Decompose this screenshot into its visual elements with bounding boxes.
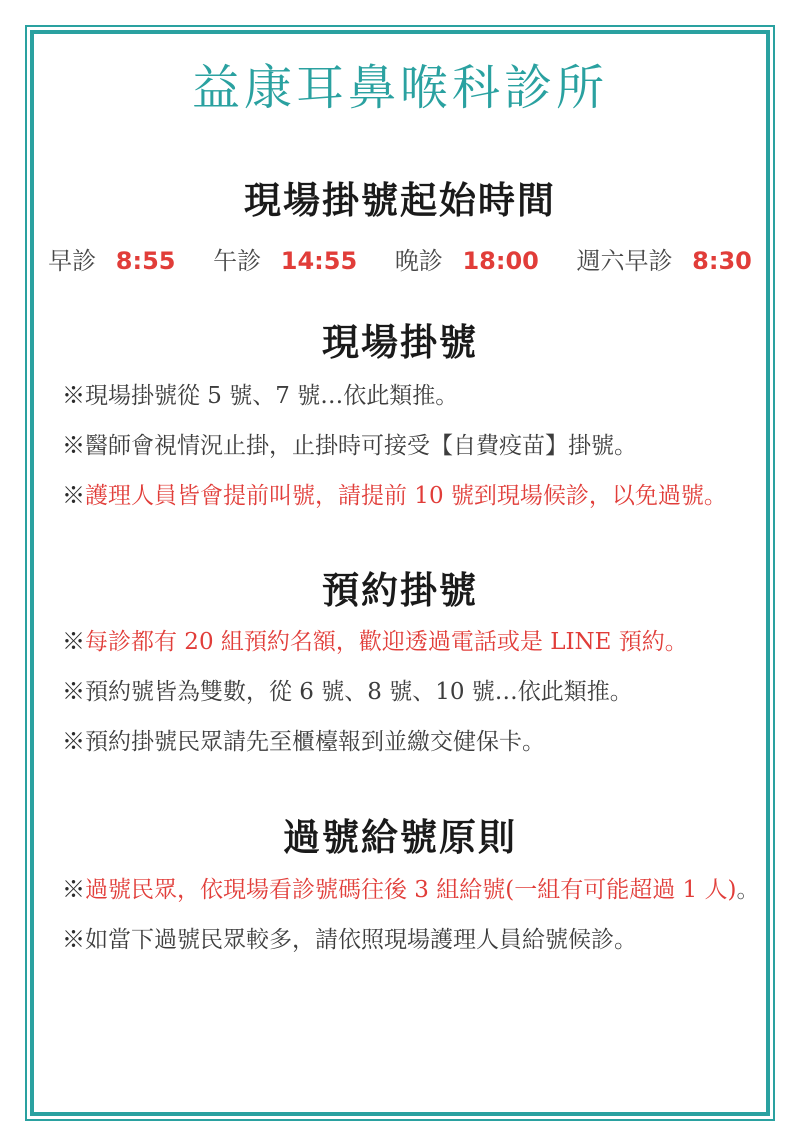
rule-text-suffix: 。 [736,876,760,903]
rule-text: 預約掛號民眾請先至櫃檯報到並繳交健保卡。 [85,729,545,756]
section-heading-missed-number: 過號給號原則 [283,815,517,860]
rule-text: 每診都有 20 組預約名額，歡迎透過電話或是 LINE 預約。 [85,629,688,656]
schedule-label: 週六早診 [576,247,673,276]
rule-text: 如當下過號民眾較多，請依照現場護理人員給號候診。 [85,926,637,953]
schedule-label: 午診 [213,247,262,276]
clinic-title: 益康耳鼻喉科診所 [191,60,608,116]
rule-item [62,380,760,412]
schedule-morning [48,247,183,275]
section-heading-start-times: 現場掛號起始時間 [244,178,556,222]
schedule-label: 早診 [48,247,97,276]
reference-mark: ※ [62,926,85,953]
rule-item [62,924,760,956]
section-heading-reservation: 預約掛號 [322,567,478,612]
reservation-rule-list [0,626,800,758]
reference-mark: ※ [62,482,85,509]
rule-text: 預約號皆為雙數，從 6 號、8 號、10 號…依此類推。 [85,679,633,706]
reference-mark: ※ [62,629,85,656]
rule-item [62,430,760,462]
reference-mark: ※ [62,432,85,459]
missed-number-rule-list [0,874,800,956]
reference-mark: ※ [62,679,85,706]
reference-mark: ※ [62,382,85,409]
schedule-afternoon [213,247,365,275]
rule-text: 護理人員皆會提前叫號，請提前 10 號到現場候診，以免過號。 [85,482,727,509]
onsite-rule-list [0,380,800,512]
schedule-saturday-morning [577,247,752,275]
schedule-label: 晚診 [394,247,443,276]
rule-text: 過號民眾，依現場看診號碼往後 3 組給號(一組有可能超過 1 人) [85,876,737,903]
schedule-line [0,246,800,277]
schedule-time: 18:00 [462,247,539,276]
schedule-time: 8:30 [692,247,752,276]
section-heading-onsite-registration: 現場掛號 [322,319,478,364]
schedule-time: 8:55 [115,247,176,276]
rule-item [62,480,760,512]
schedule-time: 14:55 [280,247,358,276]
reference-mark: ※ [62,729,85,756]
rule-text: 醫師會視情況止掛，止掛時可接受【自費疫苗】掛號。 [85,432,637,459]
schedule-evening [395,247,547,275]
rule-text: 現場掛號從 5 號、7 號…依此類推。 [85,382,459,409]
rule-item [62,874,760,906]
reference-mark: ※ [62,876,85,903]
rule-item [62,676,760,708]
rule-item [62,626,760,658]
rule-item [62,726,760,758]
